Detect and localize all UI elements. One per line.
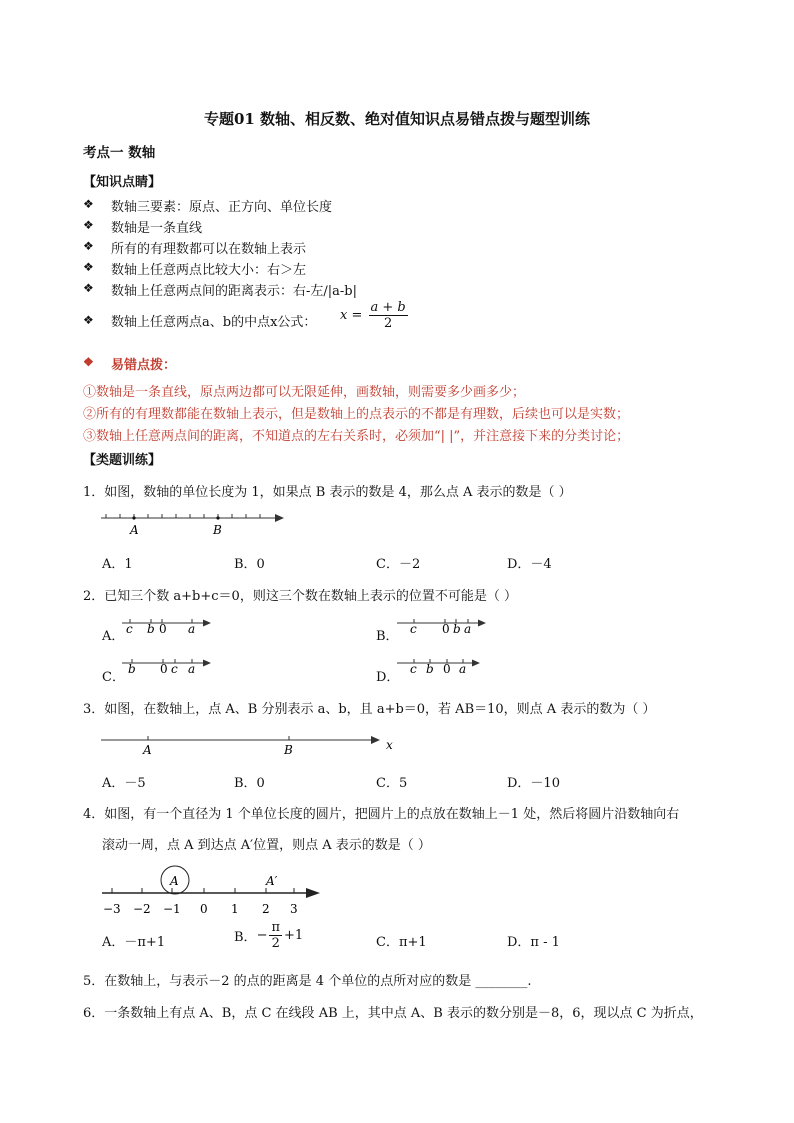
bullet-icon: ❖ xyxy=(83,218,94,232)
q4-tick-label: 0 xyxy=(200,902,208,916)
q4-number-line xyxy=(98,858,328,918)
question-3-text: 3．如图，在数轴上，点 A、B 分别表示 a、b，且 a+b＝0，若 AB＝10，则点 A 表示的数为（ ） xyxy=(83,702,656,717)
q2-option-a[interactable]: A． xyxy=(102,629,125,644)
question-6-text: 6．一条数轴上有点 A、B，点 C 在线段 AB 上，其中点 A、B 表示的数分别是－8，6，现以点 C 为折点， xyxy=(83,1006,703,1021)
page-title: 专题01 数轴、相反数、绝对值知识点易错点拨与题型训练 xyxy=(203,110,591,128)
question-4-text-line1: 4．如图，有一个直径为 1 个单位长度的圆片，把圆片上的点放在数轴上－1 处，然后将圆片沿数轴向右 xyxy=(83,807,680,822)
svg-text:a: a xyxy=(188,662,196,675)
q3-option-b[interactable]: B．0 xyxy=(234,776,265,791)
bullet-icon: ❖ xyxy=(83,239,94,253)
q4-tick-label: 1 xyxy=(231,902,239,916)
bullet-text: 所有的有理数都可以在数轴上表示 xyxy=(111,242,307,257)
bullet-text: 数轴上任意两点间的距离表示：右-左/|a-b| xyxy=(111,284,357,299)
bullet-text: 数轴三要素：原点、正方向、单位长度 xyxy=(111,200,333,215)
q2-axis-c xyxy=(118,653,214,675)
pitfall-heading: 易错点拨： xyxy=(111,358,177,373)
q4-tick-label: 3 xyxy=(290,902,298,916)
svg-text:a: a xyxy=(464,622,472,635)
q1-option-c[interactable]: C．－2 xyxy=(376,557,421,572)
q4-tick-label: −2 xyxy=(133,902,151,916)
svg-text:b: b xyxy=(453,622,461,635)
q4-option-a[interactable]: A．－π+1 xyxy=(102,935,166,950)
knowledge-heading: 【知识点睛】 xyxy=(83,175,162,190)
svg-text:0: 0 xyxy=(159,622,167,635)
q3-option-c[interactable]: C．5 xyxy=(376,776,408,791)
q3-label-x: x xyxy=(386,738,393,752)
svg-text:c: c xyxy=(410,662,417,675)
question-5-text: 5．在数轴上，与表示－2 的点的距离是 4 个单位的点所对应的数是 ________. xyxy=(83,974,532,989)
q4-label-a: A xyxy=(170,874,179,888)
svg-text:a: a xyxy=(459,662,467,675)
pitfall-bullet-icon: ❖ xyxy=(83,355,94,369)
q4-tick-label: −3 xyxy=(103,902,121,916)
q3-label-a: A xyxy=(143,743,152,756)
q1-number-line xyxy=(98,506,288,538)
pitfall-item: ②所有的有理数都能在数轴上表示，但是数轴上的点表示的不都是有理数，后续也可以是实数； xyxy=(83,407,630,422)
pitfall-item: ③数轴上任意两点间的距离，不知道点的左右关系时，必须加“| |”，并注意接下来的分类讨论； xyxy=(83,429,630,444)
bullet-text: 数轴上任意两点比较大小：右＞左 xyxy=(111,263,307,278)
training-heading: 【类题训练】 xyxy=(83,453,162,468)
formula-lhs: x = xyxy=(340,308,363,323)
svg-text:0: 0 xyxy=(442,622,450,635)
q4-option-b[interactable]: B．− $\frac{\pi}{2}$ +1 xyxy=(234,920,304,951)
svg-text:c: c xyxy=(171,662,178,675)
bullet-icon: ❖ xyxy=(83,260,94,274)
q1-label-a: A xyxy=(130,523,139,537)
q1-label-b: B xyxy=(213,523,222,537)
question-2-text: 2．已知三个数 a+b+c＝0，则这三个数在数轴上表示的位置不可能是（ ） xyxy=(83,589,517,604)
pitfall-item: ①数轴是一条直线，原点两边都可以无限延伸，画数轴，则需要多少画多少； xyxy=(83,385,526,400)
bullet-icon: ❖ xyxy=(83,313,94,327)
q4-option-b-prefix: B． xyxy=(234,930,257,945)
formula-numerator: a + b xyxy=(370,300,406,315)
svg-text:a: a xyxy=(188,622,196,635)
q1-option-d[interactable]: D．－4 xyxy=(507,557,552,572)
q3-option-d[interactable]: D．－10 xyxy=(507,776,560,791)
q4-option-d[interactable]: D．π - 1 xyxy=(507,935,560,950)
q3-option-a[interactable]: A．－5 xyxy=(102,776,146,791)
q2-option-c[interactable]: C． xyxy=(102,670,125,685)
q4-tick-label: 2 xyxy=(262,902,270,916)
svg-text:b: b xyxy=(147,622,155,635)
q4-tick-label: −1 xyxy=(163,902,181,916)
q1-option-b[interactable]: B．0 xyxy=(234,557,265,572)
svg-text:c: c xyxy=(410,622,417,635)
question-1-text: 1．如图，数轴的单位长度为 1，如果点 B 表示的数是 4，那么点 A 表示的数是（ ） xyxy=(83,485,572,500)
svg-text:c: c xyxy=(126,622,133,635)
svg-text:0: 0 xyxy=(443,662,451,675)
q2-option-b[interactable]: B． xyxy=(376,629,399,644)
formula-fraction xyxy=(369,300,408,331)
bullet-text: 数轴上任意两点a、b的中点x公式： xyxy=(111,315,317,330)
q2-option-d[interactable]: D． xyxy=(376,670,400,685)
q2-axis-d xyxy=(393,653,483,675)
q2-axis-a xyxy=(118,613,214,635)
svg-text:0: 0 xyxy=(160,662,168,675)
q4-option-b-fraction: $\frac{\pi}{2}$ xyxy=(271,920,281,951)
question-4-text-line2: 滚动一周，点 A 到达点 A′位置，则点 A 表示的数是（ ） xyxy=(102,838,431,853)
q3-label-b: B xyxy=(284,743,293,756)
bullet-icon: ❖ xyxy=(83,197,94,211)
bullet-icon: ❖ xyxy=(83,281,94,295)
formula-denominator: 2 xyxy=(383,316,393,331)
q1-option-a[interactable]: A．1 xyxy=(102,557,133,572)
svg-text:b: b xyxy=(128,662,136,675)
q4-label-a-prime: A′ xyxy=(266,874,278,888)
q2-axis-b xyxy=(393,613,489,635)
bullet-text: 数轴是一条直线 xyxy=(111,221,203,236)
svg-text:b: b xyxy=(426,662,434,675)
q4-option-c[interactable]: C．π+1 xyxy=(376,935,427,950)
midpoint-formula xyxy=(340,300,410,331)
q3-number-line xyxy=(98,730,398,756)
section-heading: 考点一 数轴 xyxy=(83,145,156,161)
